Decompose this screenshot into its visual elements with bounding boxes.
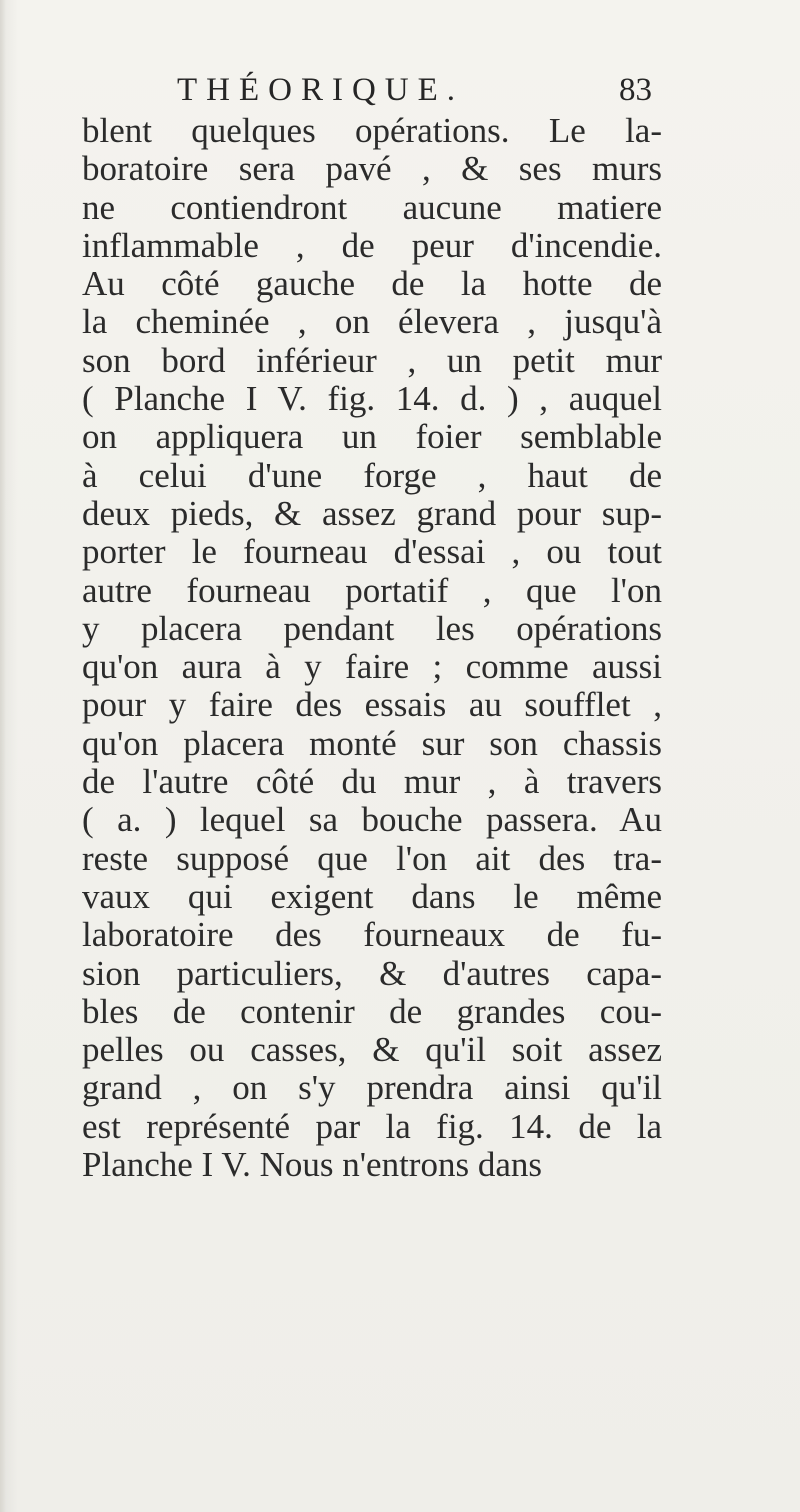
- text-line: Planche I V. Nous n'entrons dans: [82, 1145, 542, 1185]
- text-line: porter le fourneau d'essai , ou tout: [82, 532, 662, 572]
- text-line: pelles ou casses, & qu'il soit assez: [82, 1030, 662, 1070]
- text-line: bles de contenir de grandes cou-: [82, 991, 662, 1031]
- text-line: sion particuliers, & d'autres capa-: [82, 953, 662, 993]
- text-line: vaux qui exigent dans le même: [82, 876, 662, 916]
- text-line: grand , on s'y prendra ainsi qu'il: [82, 1068, 662, 1108]
- text-line: ( Planche I V. fig. 14. d. ) , auquel: [82, 379, 662, 419]
- text-line: est représenté par la fig. 14. de la: [82, 1106, 662, 1146]
- text-line: qu'on aura à y faire ; comme aussi: [82, 647, 662, 687]
- text-line: de l'autre côté du mur , à travers: [82, 762, 662, 802]
- text-line: qu'on placera monté sur son chassis: [82, 723, 662, 763]
- text-line: deux pieds, & assez grand pour sup-: [82, 493, 662, 533]
- running-head: THÉORIQUE.: [177, 72, 465, 108]
- text-line: laboratoire des fourneaux de fu-: [82, 915, 662, 955]
- text-line: Au côté gauche de la hotte de: [82, 264, 662, 304]
- text-line: y placera pendant les opérations: [82, 608, 662, 648]
- text-line: ne contiendront aucune matiere: [82, 187, 662, 227]
- text-line: reste supposé que l'on ait des tra-: [82, 838, 662, 878]
- text-line: blent quelques opérations. Le la-: [82, 111, 662, 150]
- body-text: [82, 112, 662, 1184]
- text-line: on appliquera un foier semblable: [82, 417, 662, 457]
- text-line: boratoire sera pavé , & ses murs: [82, 149, 662, 189]
- text-line: ( a. ) lequel sa bouche passera. Au: [82, 800, 662, 840]
- text-line: son bord inférieur , un petit mur: [82, 340, 662, 380]
- text-line: à celui d'une forge , haut de: [82, 455, 662, 495]
- text-line: la cheminée , on élevera , jusqu'à: [82, 302, 662, 342]
- text-line: pour y faire des essais au soufflet ,: [82, 685, 662, 725]
- page-gutter-shadow: [0, 0, 6, 1512]
- text-line: inflammable , de peur d'incendie.: [82, 225, 662, 265]
- page-number: 83: [619, 72, 652, 108]
- text-line: autre fourneau portatif , que l'on: [82, 570, 662, 610]
